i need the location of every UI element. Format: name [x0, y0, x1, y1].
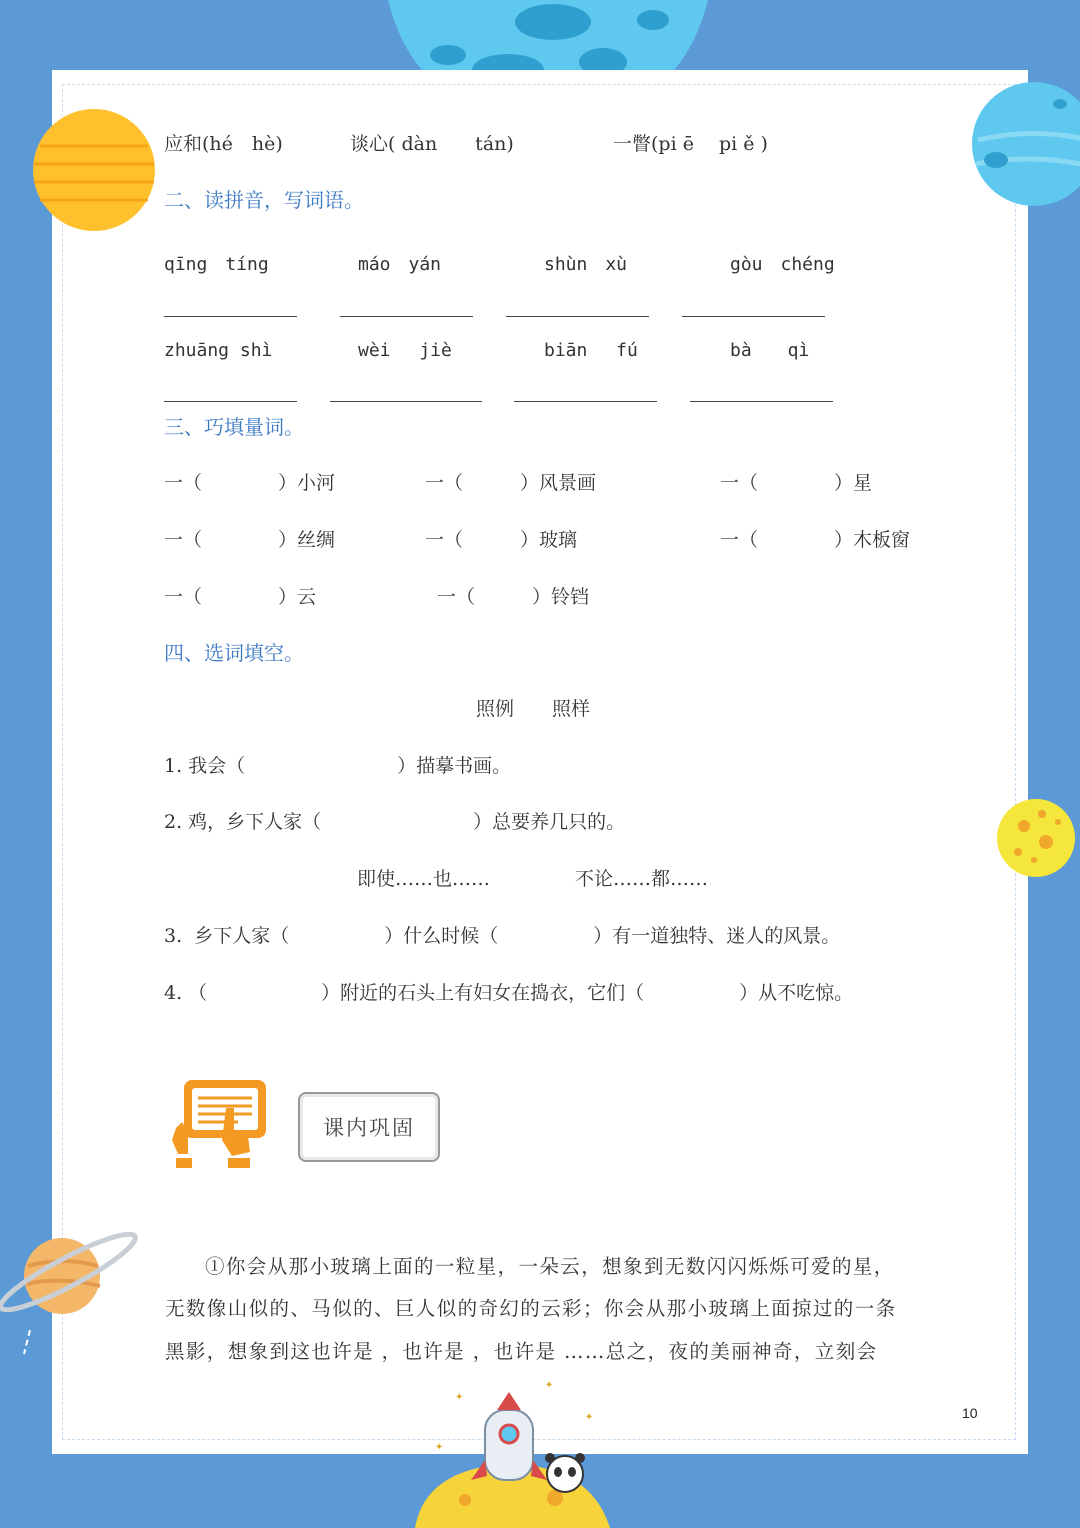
tablet-touch-icon [168, 1078, 270, 1170]
section-heading-fill-blank: 四、选词填空。 [164, 641, 304, 665]
section-badge: 课内巩固 [298, 1092, 440, 1162]
fill-sentence[interactable]: 2. 鸡，乡下人家（ ）总要养几只的。 [164, 811, 626, 833]
svg-text:✦: ✦ [455, 1392, 464, 1403]
blue-planet-icon [970, 80, 1080, 208]
pronunciation-item: 谈心( dàn tán) [350, 133, 514, 155]
page-number: 10 [962, 1405, 978, 1421]
pinyin-prompt: wèi jiè [358, 340, 452, 361]
measure-word-item[interactable]: 一（ ）风景画 [425, 472, 597, 494]
word-choices: 即使……也…… [357, 868, 491, 890]
pinyin-prompt: bà qì [730, 340, 810, 361]
pronunciation-item: 应和(hé hè) [164, 133, 283, 155]
rocket-panda-illustration [405, 1380, 620, 1528]
saturn-planet-icon [0, 1232, 140, 1362]
answer-blank[interactable] [514, 401, 657, 402]
measure-word-item[interactable]: 一（ ）木板窗 [720, 529, 911, 551]
section-heading-measure-words: 三、巧填量词。 [164, 415, 304, 439]
measure-word-item[interactable]: 一（ ）玻璃 [425, 529, 578, 551]
answer-blank[interactable] [506, 316, 649, 317]
passage-line: 无数像山似的、马似的、巨人似的奇幻的云彩；你会从那小玻璃上面掠过的一条 [165, 1297, 897, 1320]
svg-text:✦: ✦ [585, 1412, 594, 1423]
fill-sentence[interactable]: 4. （ ）附近的石头上有妇女在捣衣，它们（ ）从不吃惊。 [164, 982, 854, 1004]
fill-sentence[interactable]: 3. 乡下人家（ ）什么时候（ ）有一道独特、迷人的风景。 [164, 925, 841, 947]
answer-blank[interactable] [690, 401, 833, 402]
answer-blank[interactable] [682, 316, 825, 317]
pinyin-prompt: máo yán [358, 254, 442, 275]
measure-word-item[interactable]: 一（ ）小河 [164, 472, 336, 494]
answer-blank[interactable] [164, 401, 297, 402]
fill-sentence[interactable]: 1. 我会（ ）描摹书画。 [164, 755, 512, 777]
measure-word-item[interactable]: 一（ ）铃铛 [437, 586, 590, 608]
passage-line: 黑影，想象到这也许是 ，也许是 ，也许是 ……总之，夜的美丽神奇，立刻会 [165, 1340, 878, 1363]
svg-text:✦: ✦ [435, 1442, 444, 1453]
measure-word-item[interactable]: 一（ ）星 [720, 472, 873, 494]
word-choices: 照例 照样 [476, 698, 591, 720]
measure-word-item[interactable]: 一（ ）丝绸 [164, 529, 336, 551]
pinyin-prompt: biān fú [544, 340, 638, 361]
pinyin-prompt: gòu chéng [730, 254, 835, 275]
pinyin-prompt: qīng tíng [164, 254, 269, 275]
answer-blank[interactable] [164, 316, 297, 317]
pronunciation-item: 一瞥(pi ē pi ě ) [613, 133, 768, 155]
orange-planet-icon [32, 108, 156, 232]
passage-line: ①你会从那小玻璃上面的一粒星，一朵云，想象到无数闪闪烁烁可爱的星， [205, 1255, 895, 1278]
pinyin-prompt: zhuāng shì [164, 340, 273, 361]
measure-word-item[interactable]: 一（ ）云 [164, 586, 317, 608]
pinyin-prompt: shùn xù [544, 254, 628, 275]
svg-text:✦: ✦ [545, 1380, 554, 1391]
yellow-moon-icon [996, 798, 1080, 878]
section-heading-pinyin: 二、读拼音，写词语。 [164, 188, 364, 212]
answer-blank[interactable] [340, 316, 473, 317]
answer-blank[interactable] [330, 401, 482, 402]
word-choices: 不论……都…… [575, 868, 709, 890]
